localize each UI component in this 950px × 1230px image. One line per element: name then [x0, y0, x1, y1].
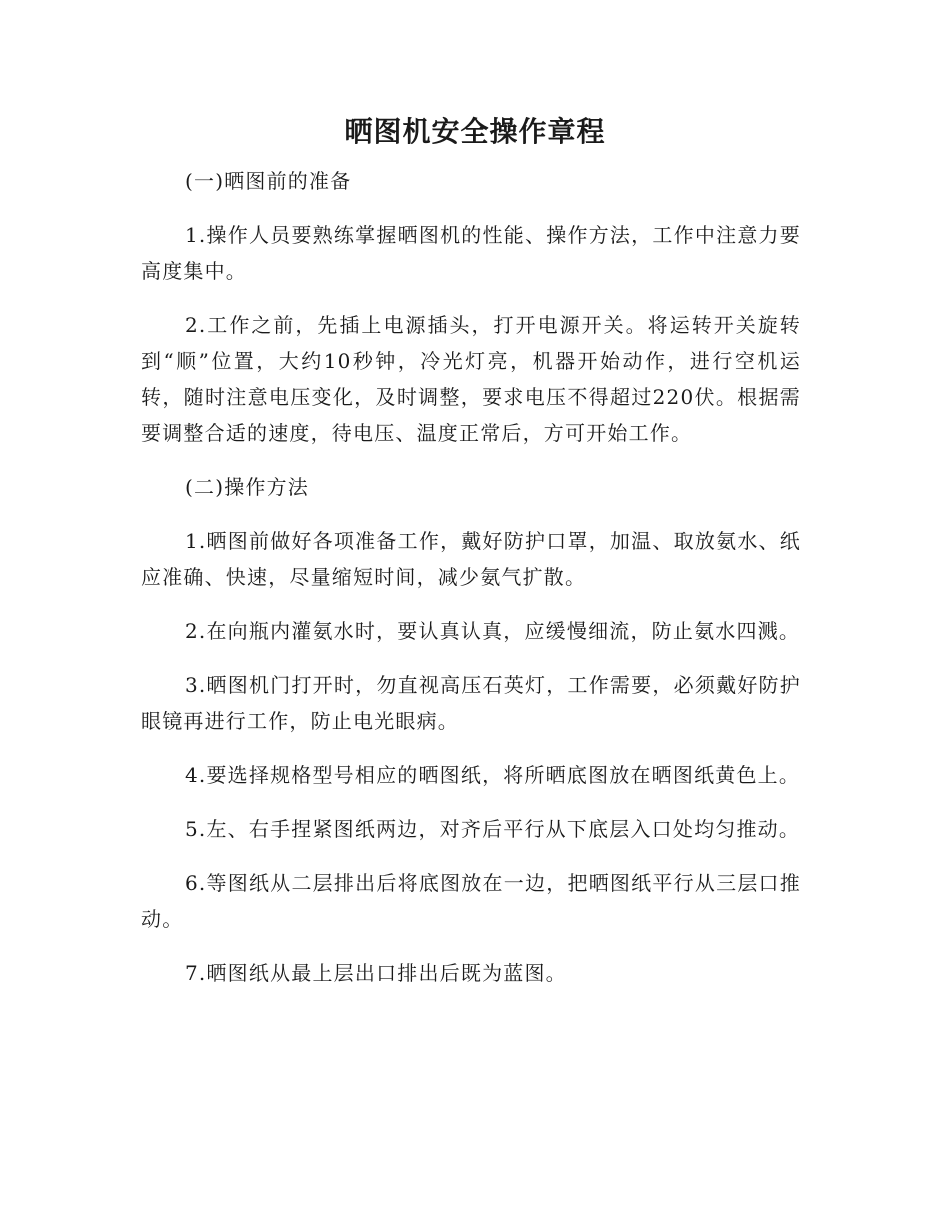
- paragraph-op-4: 4.要选择规格型号相应的晒图纸，将所晒底图放在晒图纸黄色上。: [185, 763, 801, 787]
- paragraph-prep-2: 2.工作之前，先插上电源插头，打开电源开关。将运转开关旋转到“顺”位置，大约10秒钟，冷光灯亮，机器开始动作，进行空机运转，随时注意电压变化，及时调整，要求电压不得超过220伏。根据需要调整合适的速度，待电压、温度正常后，方可开始工作。: [141, 313, 801, 445]
- section-heading-operation: (二)操作方法: [185, 475, 310, 499]
- paragraph-op-1: 1.晒图前做好各项准备工作，戴好防护口罩，加温、取放氨水、纸应准确、快速，尽量缩短时间，减少氨气扩散。: [141, 529, 801, 589]
- paragraph-prep-1: 1.操作人员要熟练掌握晒图机的性能、操作方法，工作中注意力要高度集中。: [141, 223, 801, 283]
- paragraph-op-2: 2.在向瓶内灌氨水时，要认真认真，应缓慢细流，防止氨水四溅。: [185, 619, 801, 643]
- paragraph-op-3: 3.晒图机门打开时，勿直视高压石英灯，工作需要，必须戴好防护眼镜再进行工作，防止电光眼病。: [141, 673, 801, 733]
- document-title: 晒图机安全操作章程: [344, 115, 606, 148]
- paragraph-op-7: 7.晒图纸从最上层出口排出后既为蓝图。: [185, 961, 567, 985]
- paragraph-op-6: 6.等图纸从二层排出后将底图放在一边，把晒图纸平行从三层口推动。: [141, 871, 801, 931]
- document-body: [141, 163, 801, 1009]
- section-heading-preparation: (一)晒图前的准备: [185, 169, 352, 193]
- paragraph-op-5: 5.左、右手捏紧图纸两边，对齐后平行从下底层入口处均匀推动。: [185, 817, 801, 841]
